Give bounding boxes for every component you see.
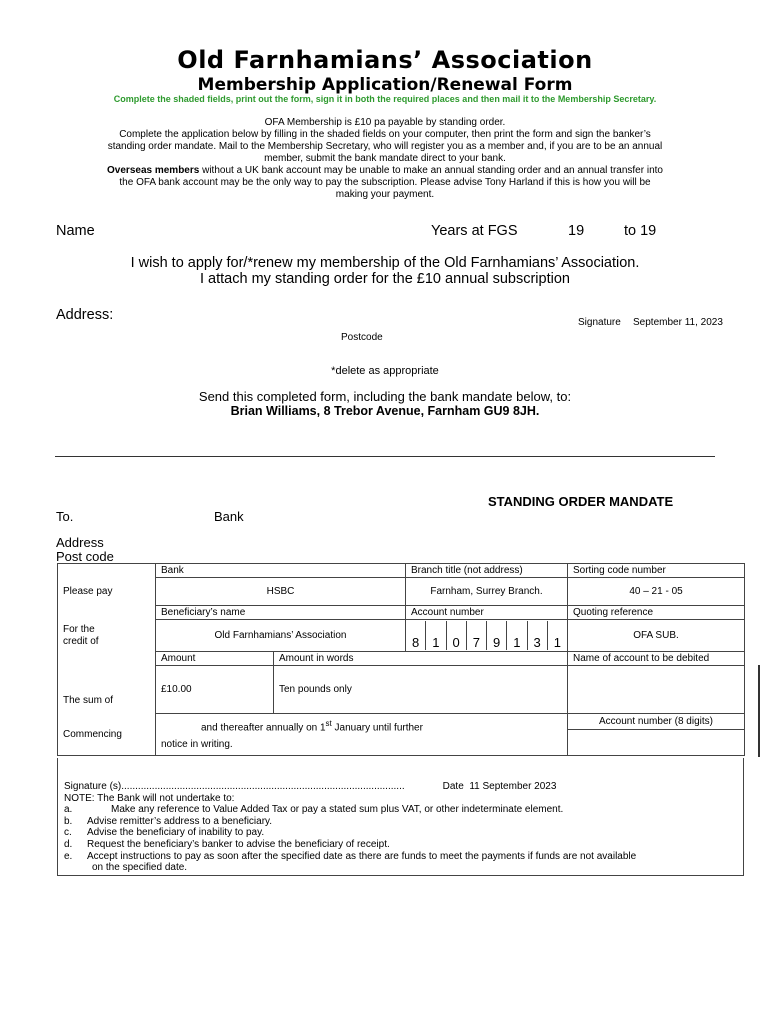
- date-label: Date: [442, 781, 464, 792]
- years-label: Years at FGS: [431, 223, 518, 239]
- page-title: Old Farnhamians’ Association: [177, 46, 593, 74]
- note-letter: c.: [64, 827, 72, 839]
- bank-label: Bank: [214, 509, 244, 524]
- commencing-text-2: January until further: [331, 722, 423, 734]
- mandate-postcode-label: Post code: [56, 549, 114, 564]
- postcode-label: Postcode: [341, 332, 383, 343]
- send-instruction: Send this completed form, including the bank mandate below, to:: [198, 389, 572, 404]
- address-label: Address:: [56, 307, 114, 323]
- note-e: [64, 851, 636, 863]
- col-account: Account number: [406, 606, 568, 620]
- note-letter: d.: [64, 838, 73, 850]
- note-c: [64, 827, 636, 839]
- wish-line-1: I wish to apply for/*renew my membership of the Old Farnhamians’ Association.: [130, 255, 640, 271]
- note-d: [64, 839, 636, 851]
- note-e-continued: on the specified date.: [92, 862, 188, 874]
- signature-label: Signature: [578, 317, 621, 328]
- col-account8: Account number (8 digits): [568, 714, 745, 730]
- intro-line: making your payment.: [335, 189, 435, 200]
- mandate-table: [57, 563, 745, 756]
- col-quoting: Quoting reference: [568, 606, 745, 620]
- commencing-line-1: [161, 716, 562, 736]
- beneficiary-field[interactable]: Old Farnhamians’ Association: [156, 620, 406, 652]
- commencing-label: Commencing: [58, 714, 156, 756]
- instruction-note: Complete the shaded fields, print out the form, sign it in both the required places and then mail it to the Membership Secretary.: [113, 94, 657, 104]
- account-digit: 3: [527, 621, 547, 650]
- intro-text: [0, 117, 770, 201]
- name-label: Name: [56, 223, 95, 239]
- col-beneficiary: Beneficiary’s name: [156, 606, 406, 620]
- bank-field[interactable]: HSBC: [156, 578, 406, 606]
- account-digit: 8: [412, 635, 420, 650]
- commencing-field[interactable]: [156, 714, 568, 756]
- label-cell: [58, 606, 156, 620]
- sort-code-field[interactable]: 40 – 21 - 05: [568, 578, 745, 606]
- mandate-title: STANDING ORDER MANDATE: [488, 494, 674, 509]
- note-letter: e.: [64, 850, 73, 862]
- note-text: Advise remitter’s address to a beneficiary.: [87, 815, 273, 827]
- signature-date: September 11, 2023: [633, 317, 723, 328]
- intro-line: Complete the application below by filling in the shaded fields on your computer, then print the form and sign the banker’s: [119, 129, 651, 140]
- years-to: to 19: [624, 223, 657, 239]
- note-text: Accept instructions to pay as soon after the specified date as there are funds to meet the payments if funds are not available: [87, 850, 637, 862]
- col-sort: Sorting code number: [568, 564, 745, 578]
- signature-dotted-line: Signature (s)......................................................................................................: [64, 781, 405, 792]
- account-digit: 9: [486, 621, 506, 650]
- overseas-text: without a UK bank account may be unable to make an annual standing order and an annual transfer into: [199, 165, 663, 176]
- date-value: 11 September 2023: [469, 781, 557, 792]
- to-label: To.: [56, 509, 74, 524]
- note-text: Advise the beneficiary of inability to pay.: [87, 827, 265, 839]
- account-digit: 7: [466, 621, 486, 650]
- note-letter: b.: [64, 815, 73, 827]
- commencing-text-1: and thereafter annually on 1: [201, 722, 326, 734]
- please-pay-label: Please pay: [58, 578, 156, 606]
- note-letter: a.: [64, 804, 73, 816]
- note-a: [64, 804, 636, 816]
- account-digit: 0: [446, 621, 466, 650]
- commencing-sup: st: [325, 719, 332, 729]
- account-digit: 1: [425, 621, 445, 650]
- debit-account-field[interactable]: [568, 730, 745, 756]
- account-digit: 1: [547, 621, 567, 650]
- credit-label: [58, 620, 156, 652]
- note-text: Make any reference to Value Added Tax or pay a stated sum plus VAT, or other indeterminate element.: [111, 804, 564, 816]
- credit-label-1: For the: [63, 623, 95, 635]
- sum-of-label: The sum of: [58, 666, 156, 714]
- intro-line: OFA Membership is £10 pa payable by standing order.: [264, 117, 506, 128]
- branch-field[interactable]: Farnham, Surrey Branch.: [406, 578, 568, 606]
- intro-line: member, submit the bank mandate direct to your bank.: [264, 153, 506, 164]
- overseas-line: [0, 165, 770, 177]
- bank-notes: [64, 781, 636, 874]
- amount-words-field[interactable]: Ten pounds only: [274, 666, 568, 714]
- quoting-reference-field[interactable]: OFA SUB.: [568, 620, 745, 652]
- send-address: Brian Williams, 8 Trebor Avenue, Farnham GU9 8JH.: [230, 404, 540, 418]
- col-branch: Branch title (not address): [406, 564, 568, 578]
- label-cell: [58, 564, 156, 578]
- form-subtitle: Membership Application/Renewal Form: [197, 75, 573, 95]
- col-amount: Amount: [156, 652, 274, 666]
- signature-line-row: [64, 781, 636, 793]
- note-b: [64, 816, 636, 828]
- col-amount-words: Amount in words: [274, 652, 568, 666]
- years-from: 19: [568, 223, 585, 239]
- mandate-address-label: Address: [56, 535, 104, 550]
- side-bar: [758, 665, 760, 757]
- note-text: Request the beneficiary’s banker to advise the beneficiary of receipt.: [87, 838, 390, 850]
- account-digit: 1: [506, 621, 526, 650]
- delete-note: *delete as appropriate: [331, 365, 439, 377]
- label-cell: [58, 652, 156, 666]
- note-heading: NOTE: The Bank will not undertake to:: [64, 792, 235, 804]
- account-digits: [406, 621, 567, 650]
- col-bank: Bank: [156, 564, 406, 578]
- col-name-debited: Name of account to be debited: [568, 652, 745, 666]
- account-number-field[interactable]: [406, 620, 568, 652]
- intro-line: the OFA bank account may be the only way to pay the subscription. Please advise Tony Harland if this is how you will be: [119, 177, 651, 188]
- overseas-label: Overseas members: [107, 165, 200, 176]
- name-debited-field[interactable]: [568, 666, 745, 714]
- credit-label-2: credit of: [63, 635, 99, 647]
- intro-line: standing order mandate. Mail to the Membership Secretary, who will register you as a member and, if you are to be an annual: [107, 141, 663, 152]
- commencing-line-2: notice in writing.: [161, 738, 233, 750]
- amount-field[interactable]: £10.00: [156, 666, 274, 714]
- divider: [55, 456, 715, 457]
- wish-line-2: I attach my standing order for the £10 annual subscription: [200, 271, 570, 287]
